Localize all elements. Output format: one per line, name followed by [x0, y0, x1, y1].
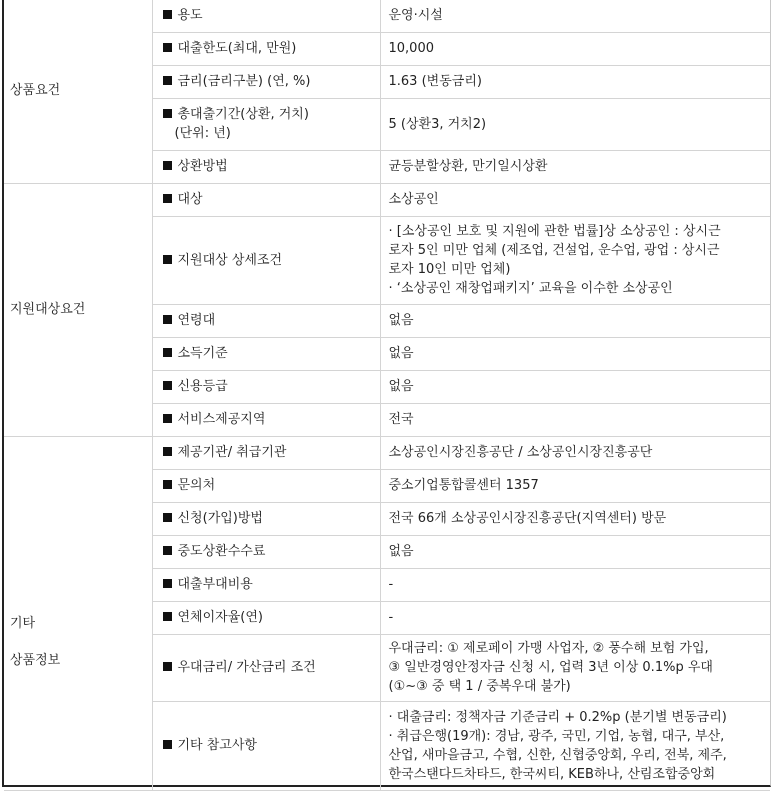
field-label: 총대출기간(상환, 거치): [177, 107, 309, 122]
field-value: -: [388, 610, 394, 625]
field-label-cell: [152, 568, 380, 601]
bullet-square-icon: [163, 447, 172, 456]
field-label: 제공기관/ 취급기관: [177, 445, 287, 460]
field-value-cell: [380, 535, 770, 568]
field-value-cell: [380, 150, 770, 183]
bullet-square-icon: [163, 109, 172, 118]
field-label: 대상: [177, 192, 203, 207]
field-label: 지원대상 상세조건: [177, 252, 283, 268]
field-label: 대출부대비용: [177, 577, 253, 592]
section-category-label: 지원대상요건: [10, 302, 86, 317]
bullet-square-icon: [163, 161, 172, 170]
field-value-cell: [380, 634, 770, 701]
bullet-square-icon: [163, 513, 172, 522]
section-category-cell: [4, 183, 152, 436]
field-value: 균등분할상환, 만기일시상환: [388, 159, 548, 174]
bullet-square-icon: [163, 348, 172, 357]
field-label: 금리(금리구분) (연, %): [177, 74, 311, 89]
loan-product-table-container: [2, 0, 771, 787]
field-value: 없음: [388, 544, 414, 559]
field-label: 대출한도(최대, 만원): [177, 41, 297, 56]
field-label-cell: [152, 436, 380, 469]
field-value: 소상공인시장진흥공단 / 소상공인시장진흥공단: [388, 445, 653, 460]
field-label-cell: [152, 403, 380, 436]
field-label-cell: [152, 98, 380, 150]
field-value: 로자 5인 미만 업체 (제조업, 건설업, 운수업, 광업 : 상시근: [388, 243, 720, 258]
field-label-cell: [152, 216, 380, 304]
section-category-label: 상품요건: [10, 83, 61, 99]
field-value-cell: [380, 568, 770, 601]
field-label-cell: [152, 502, 380, 535]
field-label: 신용등급: [177, 379, 228, 394]
section-category-cell: [4, 0, 152, 183]
field-label-cell: [152, 634, 380, 701]
field-value-cell: [380, 403, 770, 436]
field-label: 상환방법: [177, 159, 228, 174]
field-value: 운영·시설: [388, 7, 443, 23]
field-value: 소상공인: [388, 192, 439, 207]
field-label-cell: [152, 337, 380, 370]
field-value-cell: [380, 304, 770, 337]
table-row: [4, 436, 770, 469]
field-label: 소득기준: [177, 346, 228, 361]
field-value: 없음: [388, 379, 414, 394]
field-label: 연령대: [177, 313, 216, 328]
field-value-cell: [380, 65, 770, 98]
field-label: 문의처: [177, 478, 216, 493]
field-value-cell: [380, 502, 770, 535]
bullet-square-icon: [163, 480, 172, 489]
field-value: 로자 10인 미만 업체): [388, 262, 511, 277]
bullet-square-icon: [163, 43, 172, 52]
field-label-cell: [152, 32, 380, 65]
field-label-cell: [152, 535, 380, 568]
field-value: · 취급은행(19개): 경남, 광주, 국민, 기업, 농협, 대구, 부산,: [388, 728, 725, 744]
bullet-square-icon: [163, 579, 172, 588]
field-value-cell: [380, 337, 770, 370]
field-value-cell: [380, 701, 770, 790]
bullet-square-icon: [163, 546, 172, 555]
bullet-square-icon: [163, 255, 172, 264]
field-value: 산업, 새마을금고, 수협, 신한, 신협중앙회, 우리, 전북, 제주,: [388, 747, 727, 763]
field-value: 중소기업통합콜센터 1357: [388, 478, 539, 493]
field-value-cell: [380, 0, 770, 32]
bullet-square-icon: [163, 662, 172, 671]
field-value-cell: [380, 32, 770, 65]
field-label: 서비스제공지역: [177, 412, 266, 427]
field-label-cell: [152, 701, 380, 790]
field-value: 10,000: [388, 41, 434, 56]
bullet-square-icon: [163, 315, 172, 324]
field-value: ③ 일반경영안정자금 신청 시, 업력 3년 이상 0.1%p 우대: [388, 660, 713, 675]
field-label: 우대금리/ 가산금리 조건: [177, 660, 316, 675]
field-value: 없음: [388, 313, 414, 328]
table-row: [4, 0, 770, 32]
field-label-cell: [152, 150, 380, 183]
field-label-cell: [152, 469, 380, 502]
field-value: -: [388, 577, 394, 592]
field-label: (단위: 년): [174, 126, 231, 141]
bullet-square-icon: [163, 414, 172, 423]
field-label-cell: [152, 370, 380, 403]
loan-product-table: [4, 0, 770, 791]
field-value: · [소상공인 보호 및 지원에 관한 법률]상 소상공인 : 상시근: [388, 224, 721, 239]
section-category-label: 상품정보: [10, 652, 61, 668]
field-value: 5 (상환3, 거치2): [388, 116, 487, 132]
bullet-square-icon: [163, 76, 172, 85]
bullet-square-icon: [163, 612, 172, 621]
field-value-cell: [380, 436, 770, 469]
field-value: 전국: [388, 412, 414, 427]
field-label: 신청(가입)방법: [177, 511, 263, 526]
field-label-cell: [152, 601, 380, 634]
field-value: · 대출금리: 정책자금 기준금리 + 0.2%p (분기별 변동금리): [388, 709, 727, 725]
bullet-square-icon: [163, 381, 172, 390]
field-value: 없음: [388, 346, 414, 361]
field-label: 연체이자율(연): [177, 610, 263, 625]
field-value-cell: [380, 216, 770, 304]
field-value-cell: [380, 370, 770, 403]
bullet-square-icon: [163, 740, 172, 749]
field-label-cell: [152, 304, 380, 337]
field-label: 중도상환수수료: [177, 544, 266, 559]
field-label-cell: [152, 183, 380, 216]
field-value-cell: [380, 183, 770, 216]
bullet-square-icon: [163, 194, 172, 203]
bullet-square-icon: [163, 10, 172, 19]
field-value: · ‘소상공인 재창업패키지’ 교육을 이수한 소상공인: [388, 281, 673, 296]
field-label-cell: [152, 65, 380, 98]
field-value: 우대금리: ① 제로페이 가맹 사업자, ② 풍수해 보험 가입,: [388, 641, 709, 656]
field-label: 기타 참고사항: [177, 738, 257, 753]
field-value-cell: [380, 469, 770, 502]
table-row: [4, 183, 770, 216]
field-label-cell: [152, 0, 380, 32]
field-label: 용도: [177, 7, 203, 23]
section-category-cell: [4, 436, 152, 790]
field-value-cell: [380, 98, 770, 150]
section-category-label: 기타: [10, 615, 36, 631]
field-value: 전국 66개 소상공인시장진흥공단(지역센터) 방문: [388, 511, 667, 526]
field-value: 1.63 (변동금리): [388, 74, 482, 89]
field-value-cell: [380, 601, 770, 634]
field-value: (①~③ 중 택 1 / 중복우대 불가): [388, 679, 571, 694]
field-value: 한국스탠다드차타드, 한국씨티, KEB하나, 산림조합중앙회: [388, 766, 716, 782]
